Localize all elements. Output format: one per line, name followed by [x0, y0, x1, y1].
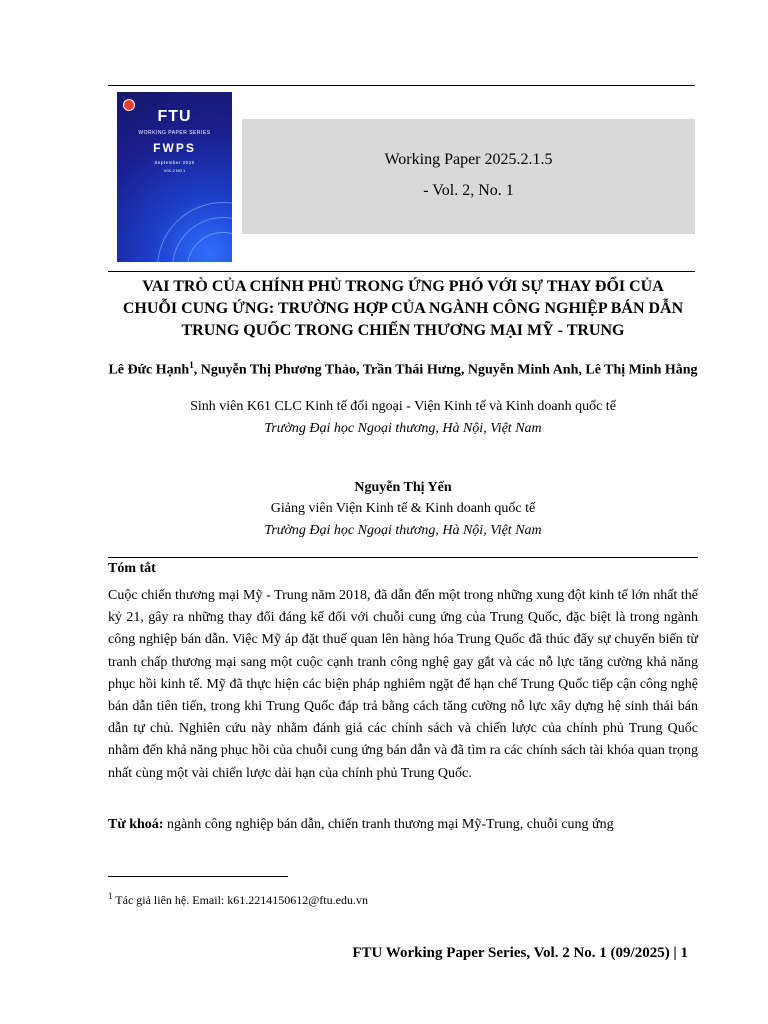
footnote-mark[interactable]: 1	[189, 360, 194, 370]
working-paper-info-box	[242, 119, 695, 234]
title-line: CHUỖI CUNG ỨNG: TRƯỜNG HỢP CỦA NGÀNH CÔNG NGHIỆP BÁN DẪN	[122, 300, 684, 317]
page-footer: FTU Working Paper Series, Vol. 2 No. 1 (09/2025) | 1	[352, 945, 688, 961]
keywords-text: ngành công nghiệp bán dẫn, chiến tranh thương mại Mỹ-Trung, chuỗi cung ứng	[163, 817, 614, 832]
footnote-number: 1	[108, 891, 113, 901]
cover-volume: VOL 2 NO 1	[163, 168, 186, 173]
cover-abbr: FWPS	[153, 141, 196, 155]
supervisor-university: Trường Đại học Ngoại thương, Hà Nội, Việt Nam	[264, 523, 542, 538]
journal-cover-image	[117, 92, 232, 262]
student-affiliation: Sinh viên K61 CLC Kinh tế đối ngoại - Viện Kinh tế và Kinh doanh quốc tế	[190, 399, 616, 414]
cover-title: FTU	[157, 108, 192, 125]
working-paper-number: Working Paper 2025.2.1.5	[384, 151, 553, 168]
header-rule	[108, 271, 695, 272]
abstract-rule	[108, 557, 698, 558]
footnote-separator	[108, 876, 288, 877]
lead-author: Lê Đức Hạnh	[108, 362, 190, 378]
keywords	[108, 817, 698, 833]
abstract-body: Cuộc chiến thương mại Mỹ - Trung năm 2018, đã dẫn đến một trong những xung đột kinh tế lớn nhất thế kỷ 21, gây ra những thay đổi đáng kể đối với chuỗi cung ứng của Trung Quốc, đặc biệt là trong ngành công nghiệp bán dẫn. Việc Mỹ áp đặt thuế quan lên hàng hóa Trung Quốc đã thúc đẩy sự chuyển biến từ tranh chấp thương mại sang một cuộc cạnh tranh công nghệ gay gắt và các nỗ lực tăng cường khả năng phục hồi kinh tế. Mỹ đã thực hiện các biện pháp nghiêm ngặt để hạn chế Trung Quốc tiếp cận công nghệ bán dẫn tiên tiến, trong khi Trung Quốc đáp trả bằng cách tăng cường nỗ lực xây dựng hệ sinh thái bán dẫn tự chủ. Nghiên cứu này nhằm đánh giá các chính sách và chiến lược của chính phủ Trung Quốc nhằm đến khả năng phục hồi của chuỗi cung ứng bán dẫn và đã tìm ra các chính sách tài khóa quan trọng nhất cùng một vài chiến lược dài hạn của chính phủ Trung Quốc.	[108, 588, 698, 781]
co-authors: , Nguyễn Thị Phương Thảo, Trần Thái Hưng, Nguyễn Minh Anh, Lê Thị Minh Hằng	[193, 362, 698, 378]
footnote-text: Tác giả liên hệ. Email: k61.2214150612@ftu.edu.vn	[112, 893, 368, 907]
supervisor-name: Nguyễn Thị Yến	[354, 480, 452, 495]
volume-number: - Vol. 2, No. 1	[423, 182, 514, 199]
keywords-label: Từ khoá:	[108, 817, 164, 832]
title-line: VAI TRÒ CỦA CHÍNH PHỦ TRONG ỨNG PHÓ VỚI SỰ THAY ĐỔI CỦA	[142, 278, 664, 295]
title-line: TRUNG QUỐC TRONG CHIẾN THƯƠNG MẠI MỸ - TRUNG	[181, 322, 625, 339]
footnote	[108, 891, 368, 908]
author-list	[108, 355, 698, 381]
cover-date: September 2025	[154, 160, 195, 165]
top-rule	[108, 85, 695, 86]
abstract-heading: Tóm tắt	[108, 561, 156, 576]
cover-series: WORKING PAPER SERIES	[138, 130, 211, 136]
supervisor-role: Giảng viên Viện Kinh tế & Kinh doanh quốc tế	[270, 501, 536, 516]
university-affiliation: Trường Đại học Ngoại thương, Hà Nội, Việt Nam	[264, 421, 542, 436]
paper-title	[108, 276, 698, 342]
